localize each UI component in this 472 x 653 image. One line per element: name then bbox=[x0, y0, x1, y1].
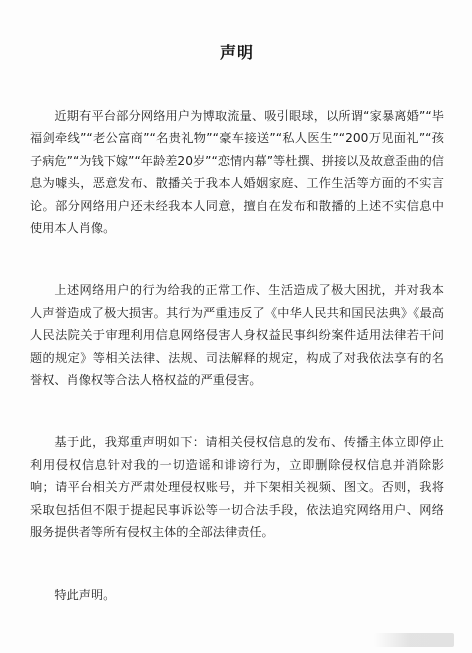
paragraph-2: 上述网络用户的行为给我的正常工作、生活造成了极大困扰，并对我本人声誉造成了极大损害。其行为严重违反了《中华人民共和国民法典》《最高人民法院关于审理利用信息网络侵害人身权益民事纠纷案件适用法律若干问题的规定》等相关法律、法规、司法解释的规定，构成了对我依法享有的名誉权、肖像权等合法人格权益的严重侵害。 bbox=[30, 283, 444, 388]
paragraph-3: 基于此，我郑重声明如下：请相关侵权信息的发布、传播主体立即停止利用侵权信息针对我的一切造谣和诽谤行为，立即删除侵权信息并消除影响；请平台相关方严肃处理侵权账号，并下架相关视频、图文。否则，我将采取包括但不限于提起民事诉讼等一切合法手段，依法追究网络用户、网络服务提供者等所有侵权主体的全部法律责任。 bbox=[30, 435, 444, 540]
paragraph-1: 近期有平台部分网络用户为博取流量、吸引眼球，以所谓“家暴离婚”“毕福剑牵线”“老公富商”“名贵礼物”“豪车接送”“私人医生”“200万见面礼”“孩子病危”“为钱下嫁”“年龄差20岁”“恋情内幕”等杜撰、拼接以及故意歪曲的信息为噱头，恶意发布、散播关于我本人婚姻家庭、工作生活等方面的不实言论。部分网络用户还未经我本人同意，擅自在发布和散播的上述不实信息中使用本人肖像。 bbox=[30, 109, 444, 236]
watermark-mark bbox=[374, 633, 454, 647]
document-title: 声明 bbox=[219, 43, 254, 62]
closing-line: 特此声明。 bbox=[54, 587, 116, 602]
